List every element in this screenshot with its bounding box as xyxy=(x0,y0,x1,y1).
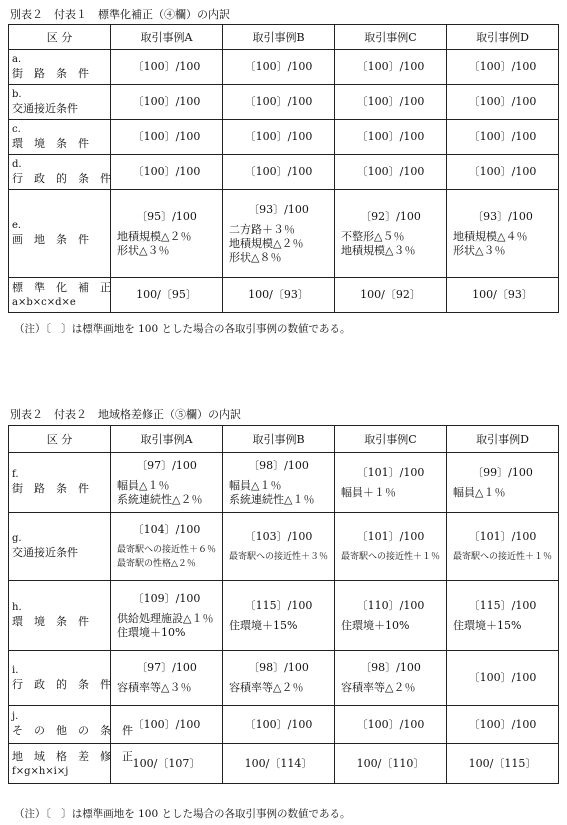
value-cell xyxy=(335,50,447,85)
total-value: 100/〔95〕 xyxy=(111,278,223,313)
adjustment-value: 〔100〕/100 xyxy=(468,165,537,178)
value-cell xyxy=(335,155,447,190)
regional-adjustment-table xyxy=(8,425,559,784)
row-letter: g. xyxy=(12,533,22,544)
adjustment-detail: 住環境＋15% xyxy=(229,618,298,632)
table-row xyxy=(9,453,559,513)
table-row xyxy=(9,155,559,190)
row-condition-name: 街 路 条 件 xyxy=(12,66,89,80)
table-row xyxy=(9,581,559,651)
adjustment-value: 〔100〕/100 xyxy=(356,165,425,178)
value-cell xyxy=(335,453,447,513)
value-cell xyxy=(111,651,223,706)
row-letter: c. xyxy=(12,123,21,135)
adjustment-detail: 容積率等△２％ xyxy=(341,681,416,694)
row-condition-name: 画 地 条 件 xyxy=(12,233,89,246)
adjustment-detail: 幅員△１％ xyxy=(117,478,170,492)
adjustment-value: 〔101〕/100 xyxy=(356,529,425,543)
value-cell xyxy=(335,190,447,278)
adjustment-value: 〔115〕/100 xyxy=(468,598,537,612)
value-cell xyxy=(447,190,559,278)
value-cell xyxy=(335,581,447,651)
adjustment-detail: 住環境＋10% xyxy=(117,625,186,639)
value-cell xyxy=(335,651,447,706)
adjustment-detail: 最寄駅の性格△２％ xyxy=(117,558,196,569)
row-condition-name: 環 境 条 件 xyxy=(12,136,89,150)
value-cell xyxy=(223,453,335,513)
value-cell xyxy=(223,581,335,651)
row-label xyxy=(9,190,111,278)
adjustment-value: 〔93〕/100 xyxy=(248,202,309,216)
total-value: 100/〔93〕 xyxy=(223,278,335,313)
adjustment-detail: 系統連続性△１％ xyxy=(229,492,315,506)
value-cell xyxy=(447,50,559,85)
adjustment-detail: 二方路＋３％ xyxy=(229,222,295,236)
adjustment-detail: 供給処理施設△１％ xyxy=(117,611,214,625)
header-case-d: 取引事例D xyxy=(447,426,559,453)
total-value: 100/〔92〕 xyxy=(335,278,447,313)
total-label xyxy=(9,278,111,313)
value-cell xyxy=(111,85,223,120)
header-case-c: 取引事例C xyxy=(335,25,447,50)
row-label xyxy=(9,120,111,155)
adjustment-value: 〔100〕/100 xyxy=(356,130,425,143)
total-value: 100/〔110〕 xyxy=(335,744,447,784)
header-case-a: 取引事例A xyxy=(111,426,223,453)
row-letter: b. xyxy=(12,88,22,100)
table2-note: （注）〔 〕は標準画地を 100 とした場合の各取引事例の数値である。 xyxy=(14,808,351,820)
header-row xyxy=(9,426,559,453)
table2-caption: 別表２ 付表２ 地域格差修正（⑤欄）の内訳 xyxy=(10,408,241,421)
adjustment-value: 〔100〕/100 xyxy=(244,95,313,108)
standardization-table xyxy=(8,24,559,313)
value-cell xyxy=(447,513,559,581)
value-cell xyxy=(447,453,559,513)
total-value: 100/〔107〕 xyxy=(111,744,223,784)
value-cell xyxy=(335,120,447,155)
adjustment-value: 〔104〕/100 xyxy=(132,522,201,536)
value-cell xyxy=(223,155,335,190)
adjustment-value: 〔93〕/100 xyxy=(472,209,533,223)
total-name: 標 準 化 補 正 xyxy=(12,281,111,294)
value-cell xyxy=(223,706,335,744)
adjustment-detail: 形状△３％ xyxy=(117,243,170,257)
row-label xyxy=(9,50,111,85)
table1-note: （注）〔 〕は標準画地を 100 とした場合の各取引事例の数値である。 xyxy=(14,323,351,335)
total-formula: f×g×h×i×j xyxy=(12,765,69,777)
adjustment-detail: 地積規模△３％ xyxy=(341,243,416,257)
value-cell xyxy=(447,706,559,744)
value-cell xyxy=(111,581,223,651)
row-label xyxy=(9,85,111,120)
value-cell xyxy=(447,85,559,120)
value-cell xyxy=(223,190,335,278)
table-row xyxy=(9,513,559,581)
adjustment-value: 〔92〕/100 xyxy=(360,209,421,223)
value-cell xyxy=(335,706,447,744)
total-value: 100/〔93〕 xyxy=(447,278,559,313)
adjustment-value: 〔101〕/100 xyxy=(468,529,537,543)
total-value: 100/〔114〕 xyxy=(223,744,335,784)
adjustment-value: 〔100〕/100 xyxy=(468,717,537,731)
adjustment-detail: 最寄駅への接近性＋６％ xyxy=(117,544,217,555)
header-case-b: 取引事例B xyxy=(223,25,335,50)
row-letter: a. xyxy=(12,53,22,65)
adjustment-detail: 地積規模△４％ xyxy=(453,229,528,243)
value-cell xyxy=(111,513,223,581)
header-case-d: 取引事例D xyxy=(447,25,559,50)
value-cell xyxy=(447,155,559,190)
header-category: 区 分 xyxy=(9,426,111,453)
adjustment-detail: 容積率等△３％ xyxy=(117,681,192,694)
adjustment-value: 〔98〕/100 xyxy=(248,458,309,472)
adjustment-value: 〔100〕/100 xyxy=(132,60,201,73)
adjustment-value: 〔100〕/100 xyxy=(244,717,313,731)
value-cell xyxy=(447,120,559,155)
adjustment-detail: 最寄駅への接近性＋３％ xyxy=(229,551,329,562)
adjustment-value: 〔95〕/100 xyxy=(136,209,197,223)
total-row xyxy=(9,278,559,313)
table-row xyxy=(9,706,559,744)
adjustment-value: 〔100〕/100 xyxy=(356,60,425,73)
adjustment-detail: 住環境＋10% xyxy=(341,618,410,632)
row-condition-name: そ の 他 の 条 件 xyxy=(12,724,133,737)
table-row xyxy=(9,190,559,278)
total-value: 100/〔115〕 xyxy=(447,744,559,784)
row-condition-name: 街 路 条 件 xyxy=(12,482,89,495)
header-case-a: 取引事例A xyxy=(111,25,223,50)
total-row xyxy=(9,744,559,784)
table-row xyxy=(9,50,559,85)
value-cell xyxy=(223,513,335,581)
row-label xyxy=(9,453,111,513)
adjustment-detail: 地積規模△２％ xyxy=(229,236,304,250)
adjustment-detail: 幅員△１％ xyxy=(453,485,506,499)
total-formula: a×b×c×d×e xyxy=(12,297,76,308)
value-cell xyxy=(111,453,223,513)
header-case-b: 取引事例B xyxy=(223,426,335,453)
value-cell xyxy=(335,85,447,120)
value-cell xyxy=(111,120,223,155)
adjustment-value: 〔103〕/100 xyxy=(244,529,313,543)
adjustment-detail: 形状△３％ xyxy=(453,243,506,257)
adjustment-value: 〔100〕/100 xyxy=(244,165,313,178)
adjustment-value: 〔100〕/100 xyxy=(468,671,537,684)
value-cell xyxy=(447,581,559,651)
adjustment-detail: 不整形△５％ xyxy=(341,229,405,243)
row-label xyxy=(9,651,111,706)
adjustment-value: 〔98〕/100 xyxy=(360,661,421,674)
adjustment-value: 〔100〕/100 xyxy=(356,717,425,731)
row-letter: f. xyxy=(12,469,19,480)
row-label xyxy=(9,581,111,651)
adjustment-value: 〔100〕/100 xyxy=(244,130,313,143)
adjustment-value: 〔110〕/100 xyxy=(356,598,425,612)
adjustment-detail: 幅員＋１％ xyxy=(341,485,396,499)
adjustment-detail: 最寄駅への接近性＋１％ xyxy=(453,551,553,562)
adjustment-value: 〔100〕/100 xyxy=(468,130,537,143)
adjustment-value: 〔100〕/100 xyxy=(356,95,425,108)
row-condition-name: 交通接近条件 xyxy=(12,546,78,559)
row-letter: j. xyxy=(12,711,19,722)
adjustment-detail: 地積規模△２％ xyxy=(117,229,192,243)
row-letter: e. xyxy=(12,220,22,231)
adjustment-value: 〔100〕/100 xyxy=(244,60,313,73)
table1-caption: 別表２ 付表１ 標準化補正（④欄）の内訳 xyxy=(10,8,230,21)
row-letter: d. xyxy=(12,158,22,170)
value-cell xyxy=(223,85,335,120)
value-cell xyxy=(335,513,447,581)
adjustment-value: 〔109〕/100 xyxy=(132,591,201,605)
adjustment-value: 〔99〕/100 xyxy=(472,465,533,479)
adjustment-value: 〔100〕/100 xyxy=(132,717,201,731)
row-label xyxy=(9,706,133,744)
adjustment-detail: 系統連続性△２％ xyxy=(117,492,203,506)
table-row xyxy=(9,85,559,120)
adjustment-value: 〔100〕/100 xyxy=(132,165,201,178)
adjustment-value: 〔98〕/100 xyxy=(248,661,309,674)
adjustment-value: 〔115〕/100 xyxy=(244,598,313,612)
total-name: 地 域 格 差 修 正 xyxy=(12,749,133,763)
header-category: 区 分 xyxy=(9,25,111,50)
adjustment-detail: 形状△８％ xyxy=(229,250,282,264)
row-label xyxy=(9,513,111,581)
value-cell xyxy=(223,120,335,155)
row-condition-name: 行 政 的 条 件 xyxy=(12,677,111,691)
table-row xyxy=(9,120,559,155)
adjustment-value: 〔100〕/100 xyxy=(132,130,201,143)
header-row xyxy=(9,25,559,50)
value-cell xyxy=(223,651,335,706)
row-condition-name: 行 政 的 条 件 xyxy=(12,171,111,185)
adjustment-detail: 幅員△１％ xyxy=(229,478,282,492)
row-letter: i. xyxy=(12,664,19,676)
adjustment-value: 〔100〕/100 xyxy=(468,60,537,73)
adjustment-value: 〔97〕/100 xyxy=(136,661,197,674)
value-cell xyxy=(223,50,335,85)
total-label xyxy=(9,744,133,784)
row-label xyxy=(9,155,111,190)
row-condition-name: 交通接近条件 xyxy=(12,101,78,115)
value-cell xyxy=(111,155,223,190)
adjustment-detail: 住環境＋15% xyxy=(453,618,522,632)
value-cell xyxy=(447,651,559,706)
row-condition-name: 環 境 条 件 xyxy=(12,615,89,628)
adjustment-detail: 容積率等△２％ xyxy=(229,681,304,694)
adjustment-value: 〔101〕/100 xyxy=(356,465,425,479)
adjustment-value: 〔100〕/100 xyxy=(132,95,201,108)
table-row xyxy=(9,651,559,706)
header-case-c: 取引事例C xyxy=(335,426,447,453)
adjustment-value: 〔100〕/100 xyxy=(468,95,537,108)
adjustment-value: 〔97〕/100 xyxy=(136,458,197,472)
value-cell xyxy=(111,190,223,278)
value-cell xyxy=(111,50,223,85)
adjustment-detail: 最寄駅への接近性＋１％ xyxy=(341,551,441,562)
row-letter: h. xyxy=(12,602,22,613)
